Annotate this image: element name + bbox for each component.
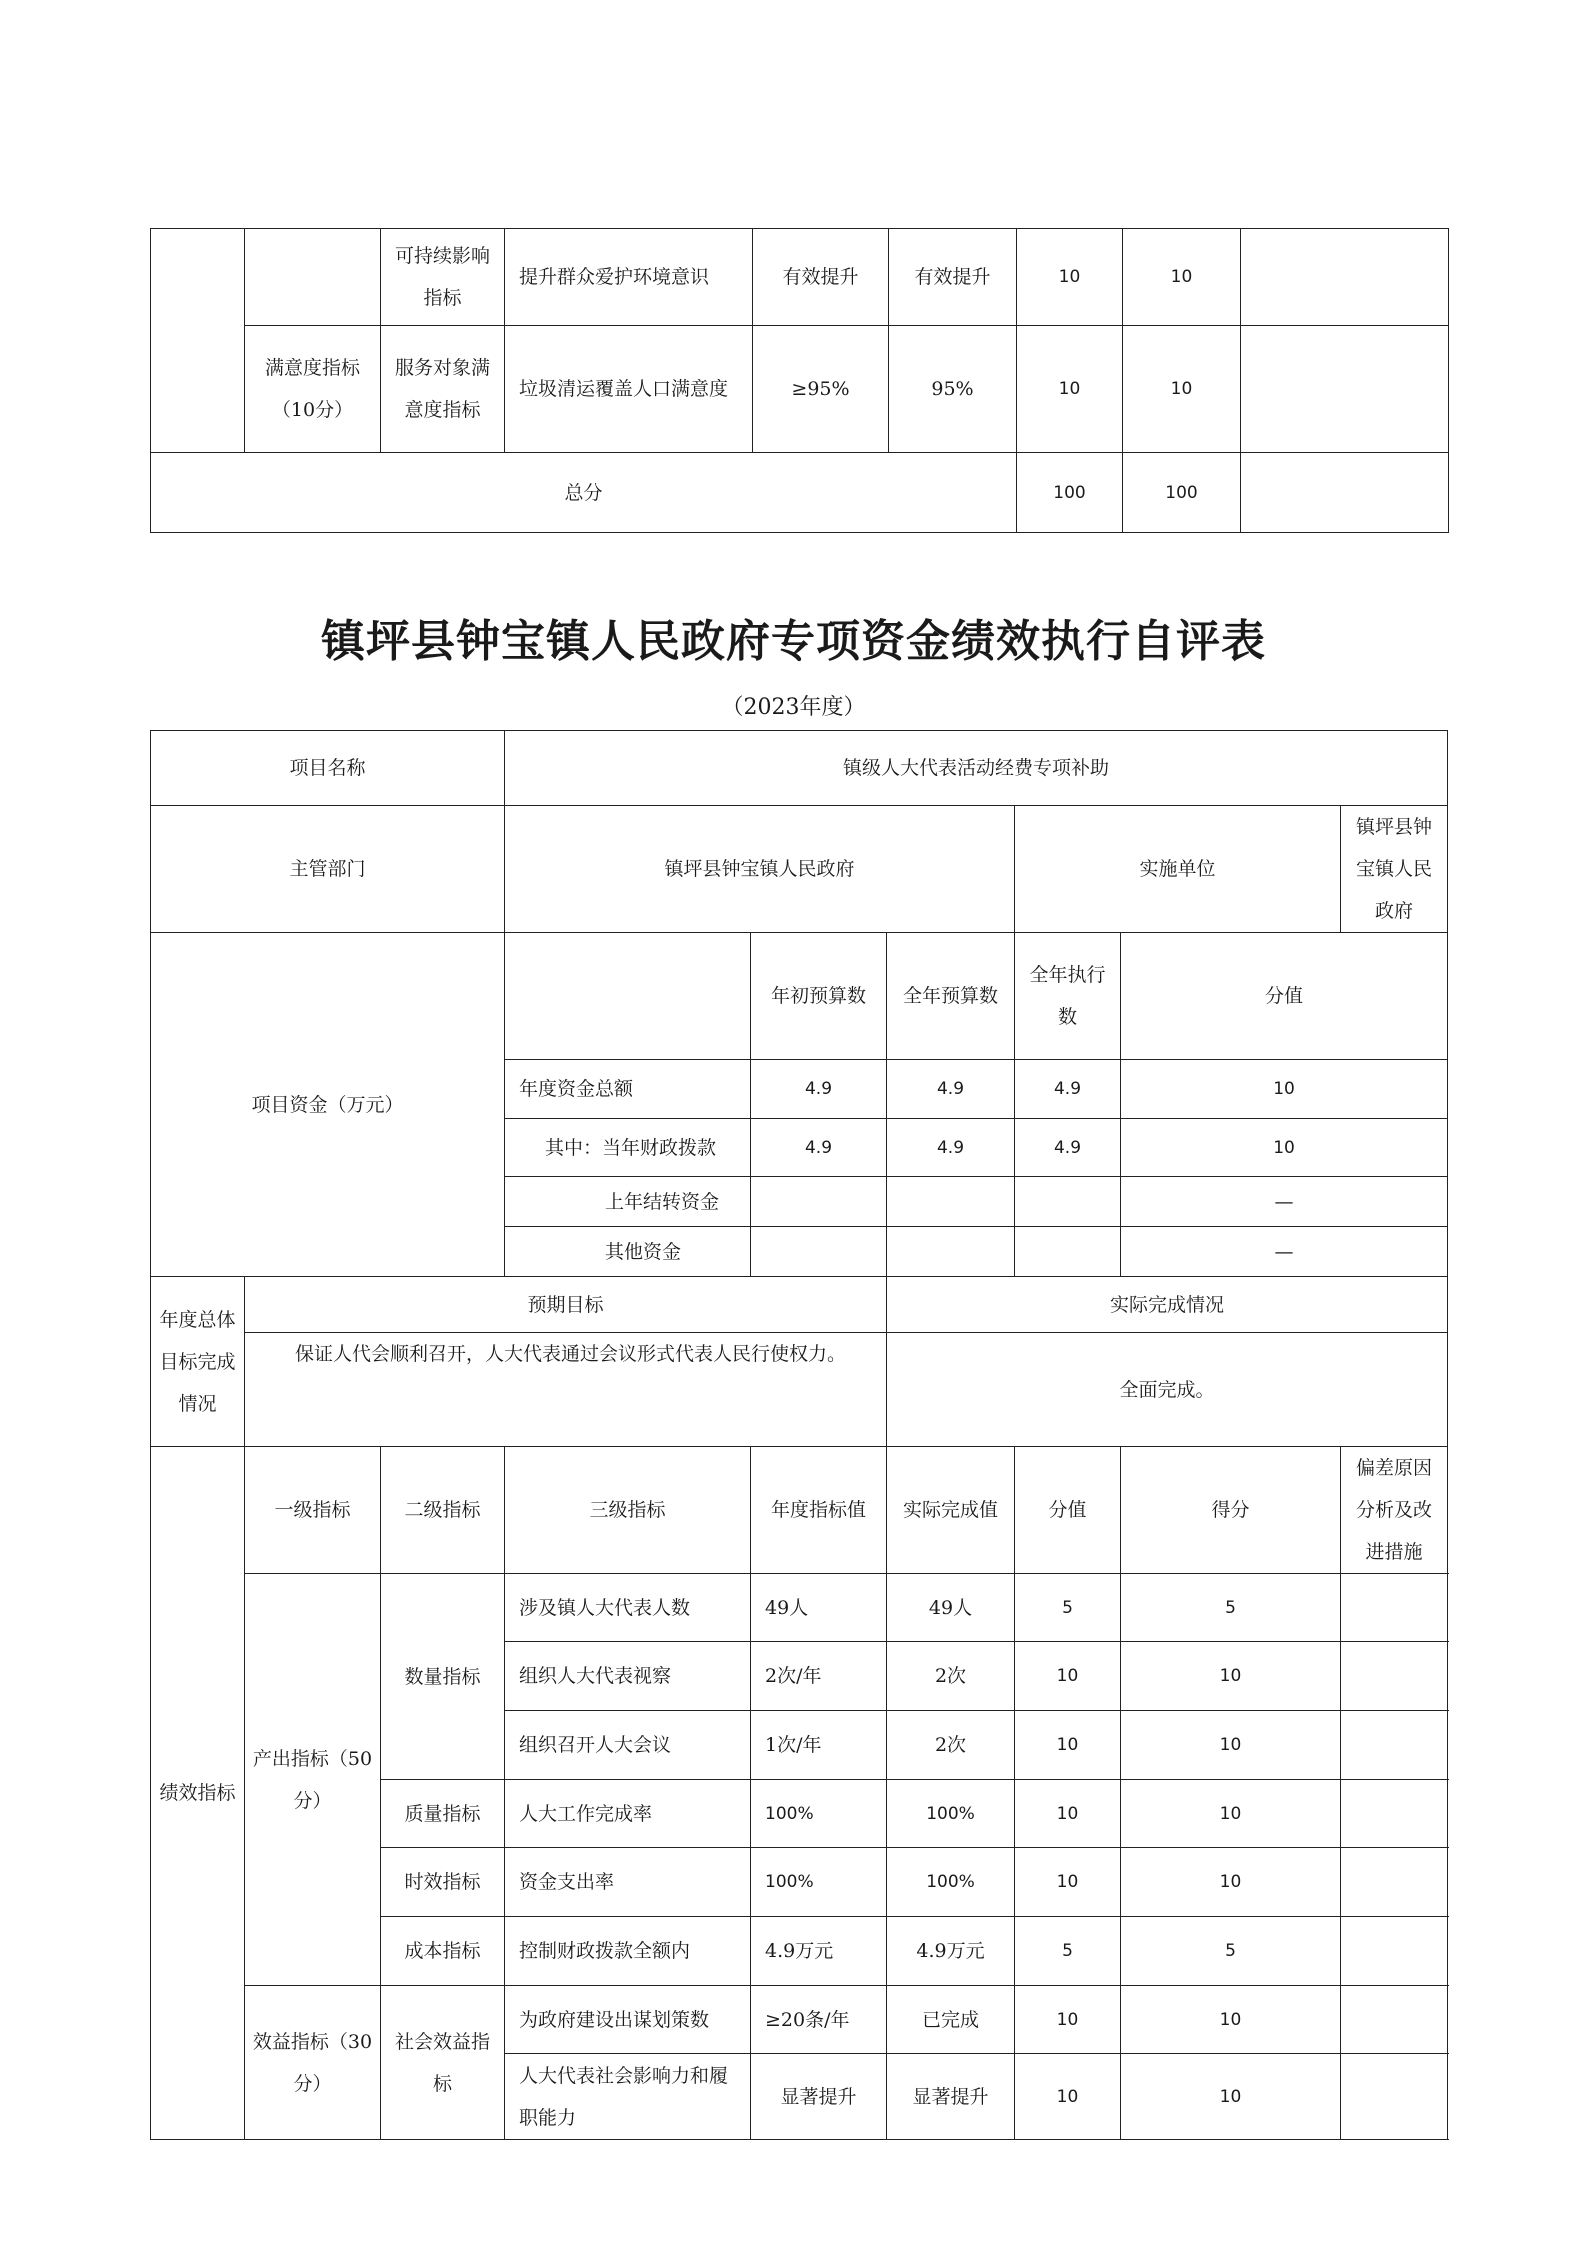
table-row <box>151 229 1449 326</box>
table-cell <box>151 229 245 453</box>
target-value: 49人 <box>751 1574 887 1642</box>
score: 5 <box>1121 1917 1341 1986</box>
level3-indicator: 组织人大代表视察 <box>505 1642 751 1711</box>
page-title: 镇坪县钟宝镇人民政府专项资金绩效执行自评表 <box>321 616 1266 667</box>
actual-value: 2次 <box>887 1711 1015 1780</box>
score-value: 10 <box>1015 1642 1121 1711</box>
target-value: 2次/年 <box>751 1642 887 1711</box>
total-label: 总分 <box>151 453 1017 533</box>
funds-initial: 4.9 <box>751 1119 887 1177</box>
table-row <box>151 1574 1448 1642</box>
table-row <box>151 1986 1448 2054</box>
funds-annual <box>887 1227 1015 1277</box>
target-value: 100% <box>751 1780 887 1848</box>
level1-indicator: 满意度指标（10分） <box>245 326 381 453</box>
level3-indicator: 涉及镇人大代表人数 <box>505 1574 751 1642</box>
level3-indicator: 为政府建设出谋划策数 <box>505 1986 751 2054</box>
output-label: 产出指标（50分） <box>245 1574 381 1986</box>
funds-executed: 4.9 <box>1015 1119 1121 1177</box>
table-row <box>151 1277 1448 1333</box>
score: 10 <box>1121 1642 1341 1711</box>
table-row <box>151 731 1448 806</box>
page-subtitle: （2023年度） <box>721 695 866 720</box>
goals-actual-label: 实际完成情况 <box>887 1277 1448 1333</box>
funds-score-value: — <box>1121 1227 1448 1277</box>
funds-executed <box>1015 1177 1121 1227</box>
actual-value: 有效提升 <box>889 229 1017 326</box>
target-value: 显著提升 <box>751 2054 887 2140</box>
funds-row-name: 年度资金总额 <box>505 1060 751 1119</box>
level3-indicator: 人大代表社会影响力和履职能力 <box>505 2054 751 2140</box>
score: 10 <box>1121 1711 1341 1780</box>
table-cell <box>1341 1986 1448 2054</box>
score-value: 10 <box>1015 2054 1121 2140</box>
funds-annual: 4.9 <box>887 1060 1015 1119</box>
score: 10 <box>1123 229 1241 326</box>
level2-indicator: 可持续影响指标 <box>381 229 505 326</box>
actual-value: 4.9万元 <box>887 1917 1015 1986</box>
social-benefit-label: 社会效益指标 <box>381 1986 505 2140</box>
indicator-header: 二级指标 <box>381 1447 505 1574</box>
actual-value: 显著提升 <box>887 2054 1015 2140</box>
table-cell <box>1341 1711 1448 1780</box>
target-value: 4.9万元 <box>751 1917 887 1986</box>
indicator-header: 一级指标 <box>245 1447 381 1574</box>
total-score-value: 100 <box>1017 453 1123 533</box>
indicator-header: 实际完成值 <box>887 1447 1015 1574</box>
project-name: 镇级人大代表活动经费专项补助 <box>505 731 1448 806</box>
table-cell <box>1241 453 1449 533</box>
funds-initial <box>751 1227 887 1277</box>
actual-value: 95% <box>889 326 1017 453</box>
impl-value: 镇坪县钟宝镇人民政府 <box>1341 806 1448 933</box>
table-cell <box>1341 1780 1448 1848</box>
cost-label: 成本指标 <box>381 1917 505 1986</box>
indicator-header: 三级指标 <box>505 1447 751 1574</box>
indicator-header: 年度指标值 <box>751 1447 887 1574</box>
target-value: 1次/年 <box>751 1711 887 1780</box>
level3-indicator: 垃圾清运覆盖人口满意度 <box>505 326 753 453</box>
level3-indicator: 资金支出率 <box>505 1848 751 1917</box>
table-cell <box>1341 1574 1448 1642</box>
goals-label: 年度总体目标完成情况 <box>151 1277 245 1447</box>
table-row <box>151 933 1448 1060</box>
score-value: 10 <box>1015 1986 1121 2054</box>
goals-expected-label: 预期目标 <box>245 1277 887 1333</box>
score: 5 <box>1121 1574 1341 1642</box>
table-cell <box>1241 229 1449 326</box>
table-cell <box>1241 326 1449 453</box>
dept-label: 主管部门 <box>151 806 505 933</box>
target-value: 100% <box>751 1848 887 1917</box>
table-cell <box>1341 1917 1448 1986</box>
indicator-header-row <box>151 1447 1448 1574</box>
funds-header: 全年预算数 <box>887 933 1015 1060</box>
actual-value: 100% <box>887 1848 1015 1917</box>
level3-indicator: 组织召开人大会议 <box>505 1711 751 1780</box>
goals-actual: 全面完成。 <box>887 1333 1448 1447</box>
funds-executed <box>1015 1227 1121 1277</box>
score: 10 <box>1123 326 1241 453</box>
funds-executed: 4.9 <box>1015 1060 1121 1119</box>
impl-label: 实施单位 <box>1015 806 1341 933</box>
funds-row-name: 其他资金 <box>505 1227 751 1277</box>
table-cell <box>245 229 381 326</box>
timeliness-label: 时效指标 <box>381 1848 505 1917</box>
target-value: ≥95% <box>753 326 889 453</box>
actual-value: 已完成 <box>887 1986 1015 2054</box>
quality-label: 质量指标 <box>381 1780 505 1848</box>
evaluation-table <box>150 730 1448 2140</box>
table-cell <box>505 933 751 1060</box>
level3-indicator: 控制财政拨款全额内 <box>505 1917 751 1986</box>
table-row <box>151 1333 1448 1447</box>
actual-value: 2次 <box>887 1642 1015 1711</box>
goals-expected: 保证人代会顺利召开，人大代表通过会议形式代表人民行使权力。 <box>245 1333 887 1447</box>
score-value: 10 <box>1017 326 1123 453</box>
score-value: 10 <box>1015 1848 1121 1917</box>
funds-header: 分值 <box>1121 933 1448 1060</box>
target-value: 有效提升 <box>753 229 889 326</box>
actual-value: 49人 <box>887 1574 1015 1642</box>
dept-value: 镇坪县钟宝镇人民政府 <box>505 806 1015 933</box>
project-name-label: 项目名称 <box>151 731 505 806</box>
table-cell <box>1341 2054 1448 2140</box>
table-row <box>151 806 1448 933</box>
score-value: 5 <box>1015 1917 1121 1986</box>
table-cell <box>1341 1848 1448 1917</box>
level3-indicator: 提升群众爱护环境意识 <box>505 229 753 326</box>
funds-initial <box>751 1177 887 1227</box>
actual-value: 100% <box>887 1780 1015 1848</box>
table-row <box>151 326 1449 453</box>
score: 10 <box>1121 1780 1341 1848</box>
score: 10 <box>1121 1986 1341 2054</box>
score-value: 10 <box>1015 1711 1121 1780</box>
funds-score-value: 10 <box>1121 1119 1448 1177</box>
score: 10 <box>1121 2054 1341 2140</box>
score-value: 5 <box>1015 1574 1121 1642</box>
indicator-header: 偏差原因分析及改进措施 <box>1341 1447 1448 1574</box>
funds-score-value: — <box>1121 1177 1448 1227</box>
indicators-label: 绩效指标 <box>151 1447 245 2140</box>
benefit-label: 效益指标（30分） <box>245 1986 381 2140</box>
score-value: 10 <box>1015 1780 1121 1848</box>
funds-annual <box>887 1177 1015 1227</box>
funds-score-value: 10 <box>1121 1060 1448 1119</box>
target-value: ≥20条/年 <box>751 1986 887 2054</box>
continuation-table <box>150 228 1449 533</box>
funds-row-name: 上年结转资金 <box>505 1177 751 1227</box>
table-cell <box>1341 1642 1448 1711</box>
funds-header: 年初预算数 <box>751 933 887 1060</box>
score: 10 <box>1121 1848 1341 1917</box>
funds-initial: 4.9 <box>751 1060 887 1119</box>
funds-annual: 4.9 <box>887 1119 1015 1177</box>
quantity-label: 数量指标 <box>381 1574 505 1780</box>
score-value: 10 <box>1017 229 1123 326</box>
total-score: 100 <box>1123 453 1241 533</box>
funds-header: 全年执行数 <box>1015 933 1121 1060</box>
indicator-header: 分值 <box>1015 1447 1121 1574</box>
indicator-header: 得分 <box>1121 1447 1341 1574</box>
funds-label: 项目资金（万元） <box>151 933 505 1277</box>
level2-indicator: 服务对象满意度指标 <box>381 326 505 453</box>
total-row <box>151 453 1449 533</box>
funds-row-name: 其中：当年财政拨款 <box>505 1119 751 1177</box>
level3-indicator: 人大工作完成率 <box>505 1780 751 1848</box>
